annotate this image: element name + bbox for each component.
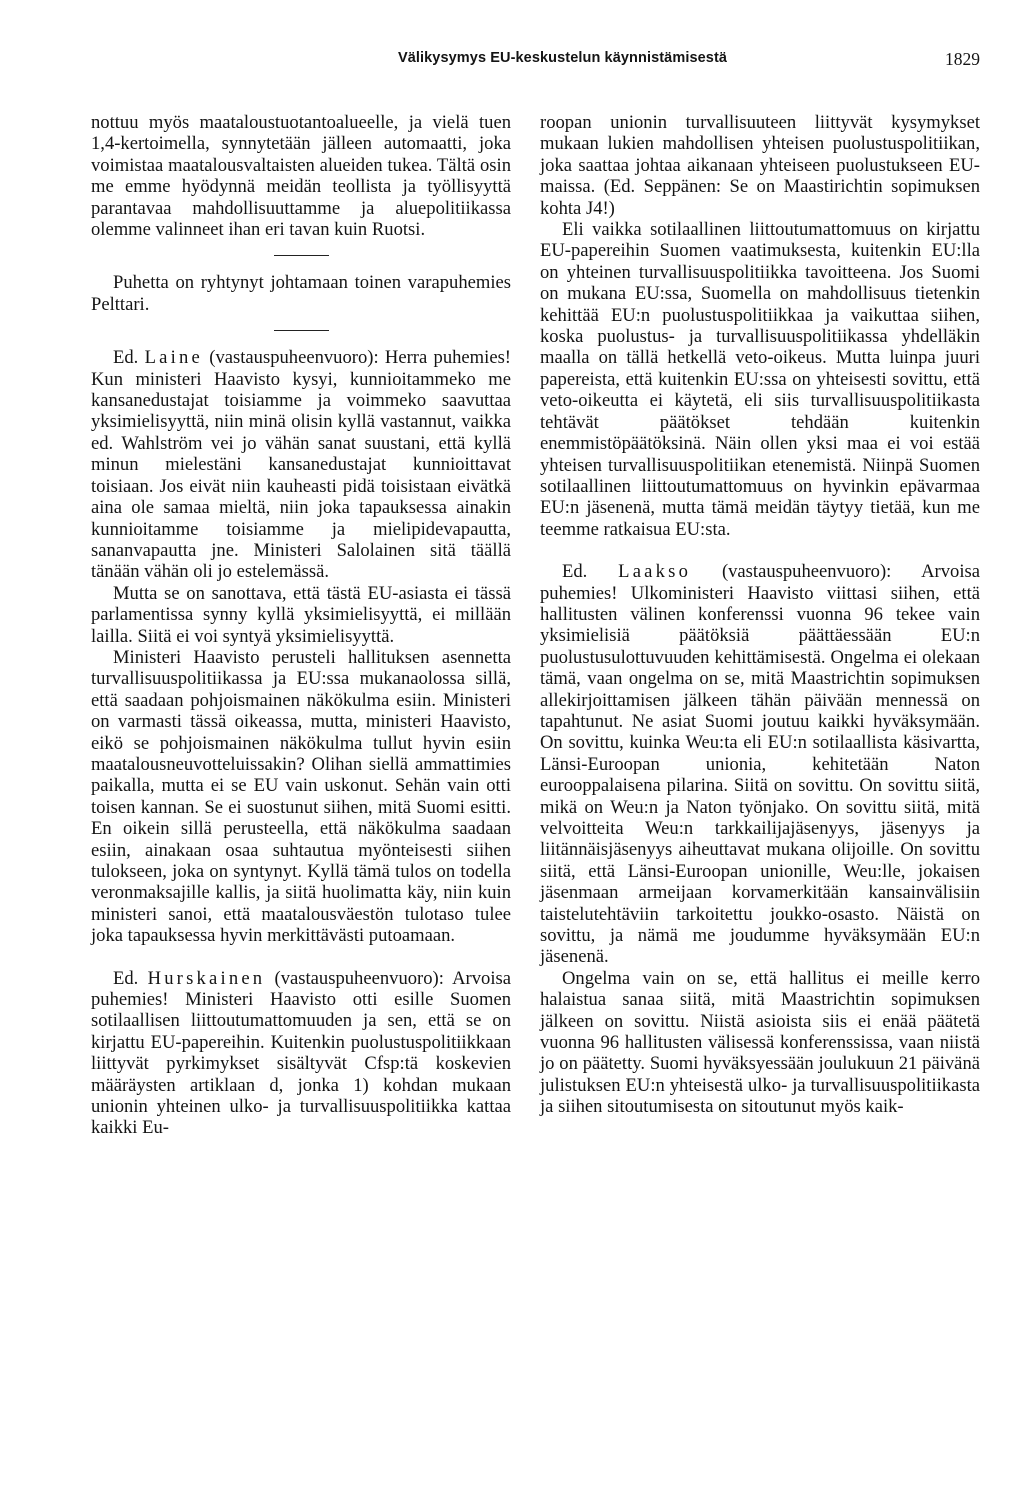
paragraph: Ministeri Haavisto perusteli hallituksen asennetta turvallisuuspolitiikassa ja EU:ssa mukanaolossa sillä, että saadaan pohjoismainen näkökulma esiin. Ministeri on varmasti tässä oikeassa, mutta, ministeri Haavisto, eikö se pohjoismainen näkökulma tullut hyvin esiin maatalousneuvotteluissakin? Olihan siellä ammattimies paikalla, mutta ei se EU vain uskonut. Sehän vain otti toisen kannan. Se ei suostunut siihen, mitä Suomi esitti. En oikein sillä perusteella, että näkökulma saadaan esiin, ainakaan osaa suhtautua myönteisesti siihen tulokseen, joka on syntynyt. Kyllä tämä tulos on todella veronmaksajille kallis, ja siitä huolimatta käy, niin kuin ministeri sanoi, että maatalousväestön tulotaso tulee joka tapauksessa hyvin merkittävästi putoamaan. <box>91 646 511 947</box>
paragraph: Eli vaikka sotilaallinen liittoutumattomuus on kirjattu EU-papereihin Suomen vaatimuksesta, kuitenkin EU:lla on yhteinen turvallisuuspolitiikka tavoitteena. Jos Suomi on mukana EU:ssa, Suomella on mahdollisuus tietenkin kehittää EU:n puolustuspolitiikkaa ja vaikuttaa siihen, koska puolustus- ja turvallisuuspolitiikassa yhdelläkin maalla on tällä hetkellä veto-oikeus. Mutta luinpa juuri papereista, että kuitenkin EU:ssa on yhteisesti sovittu, että veto-oikeutta ei käytetä, eli siis turvallisuuspolitiikasta tehtävät päätökset tehdään kuitenkin enemmistöpäätöksinä. Näin ollen yksi maa ei voi estää yhteisen turvallisuuspolitiikan etenemistä. Niinpä Suomen sotilaallinen liittoutumattomuus on hyvinkin epävarmaa EU:n jäsenenä, mutta tämä meidän täytyy tietää, kun me teemme ratkaisua EU:sta. <box>540 219 980 540</box>
speech-text: (vastauspuheenvuoro): Arvoisa puhemies! Ulkoministeri Haavisto viittasi siihen, että hallitusten välinen konferenssi vuonna 96 tekee vain yksimielisiä päätöksiä päättäessään EU:n puolustusulottuvuuden kehittämisestä. Ongelma ei olekaan tämä, vaan ongelma on se, mitä Maastrichtin sopimuksen allekirjoittamisen jälkeen tähän päivään mennessä on tapahtunut. Ne asiat Suomi joutuu kaikki hyväksymään. On sovittu, kuinka Weu:ta eli EU:n sotilaallista käsivartta, Länsi-Euroopan unionia, kehitetään Naton eurooppalaisena pilarina. Siitä on sovittu. On sovittu siitä, mikä on Weu:n ja Naton työnjako. On sovittu siitä, mitä velvoitteita Weu:n tarkkailijajäsenyys, jäsenyys ja liitännäisjäsenyys aiheuttavat mukana olijoille. On sovittu siitä, että Länsi-Euroopan unionille, Weu:lle, jokaisen jäsenmaan armeijaan korvamerkitään kansainvälisiin taistelutehtäviin tarkoitettu joukko-osasto. Näistä on sovittu, ja nämä me joudumme hyväksymään EU:n jäsenenä. <box>540 561 980 968</box>
speech-laakso <box>540 561 980 968</box>
left-column <box>91 112 511 1139</box>
speaker-name: Laine <box>144 347 203 369</box>
paragraph: nottuu myös maataloustuotantoalueelle, ja vielä tuen 1,4-kertoimella, synnytetään jälleen automaatti, joka voimistaa maatalousvaltaisten alueiden tukea. Tältä osin me emme hyödynnä meidän teollista ja työllisyyttä parantavaa mahdollisuuttamme ja aluepolitiikassa olemme valinneet ihan eri tavan kuin Ruotsi. <box>91 112 511 241</box>
speech-text: (vastauspuheenvuoro): Arvoisa puhemies! Ministeri Haavisto otti esille Suomen sotilaallisen liittoutumattomuuden ja sen, että se on kirjattu EU-papereihin. Kuitenkin puolustuspolitiikkaan liittyvät pyrkimykset sisältyvät Cfsp:tä koskevien määräysten artiklaan d, jonka 1) kohdan mukaan unionin yhteinen ulko- ja turvallisuuspolitiikka kattaa kaikki Eu- <box>91 967 511 1139</box>
running-title: Välikysymys EU-keskustelun käynnistämisestä <box>397 50 728 66</box>
page-header <box>90 50 980 80</box>
speaker-prefix: Ed. <box>113 347 139 369</box>
speaker-prefix: Ed. <box>113 967 139 989</box>
speech-laine <box>91 347 511 582</box>
page-number: 1829 <box>945 49 980 69</box>
speaker-name: Laakso <box>618 561 692 583</box>
paragraph: Ongelma vain on se, että hallitus ei meille kerro halaistua sanaa siitä, mitä Maastrichtin sopimuksen jälkeen on sovittu. Niistä asioista siis ei enää päätetä vuonna 96 hallitusten välisessä konferenssissa, vaan niistä jo on päätetty. Suomi hyväksyessään joulukuun 21 päivänä julistuksen EU:n yhteisestä ulko- ja turvallisuuspolitiikasta ja siihen sitoutumisesta on sitoutunut myös kaik- <box>540 967 980 1118</box>
section-divider <box>274 255 329 256</box>
speaker-prefix: Ed. <box>562 561 588 583</box>
right-column <box>540 112 980 1118</box>
speech-hurskainen <box>91 968 511 1139</box>
speaker-name: Hurskainen <box>147 967 266 989</box>
chair-note: Puhetta on ryhtynyt johtamaan toinen varapuhemies Pelttari. <box>91 272 511 315</box>
speech-text: (vastauspuheenvuoro): Herra puhemies! Kun ministeri Haavisto kysyi, kunnioitammeko me kansanedustajat toisiamme ja voimmeko saavuttaa yksimielisyyttä, niin minä olisin kyllä vastannut, vaikka ed. Wahlström vei jo vähän sanat suustani, että kyllä minun mielestäni kansanedustajat kunnioittavat toisiaan. Jos eivät niin kauheasti pidä toisistaan eivätkä aina ole samaa mieltä, niin joka tapauksessa ainakin kunnioitamme toisiamme ja mielipidevapautta, sananvapautta jne. Ministeri Salolainen sitä täällä tänään vähän oli jo estelemässä. <box>91 347 511 583</box>
paragraph: Mutta se on sanottava, että tästä EU-asiasta ei tässä parlamentissa synny kyllä yksimielisyyttä, ei millään lailla. Siitä ei voi syntyä yksimielisyyttä. <box>91 582 511 647</box>
section-divider <box>274 330 329 331</box>
paragraph: roopan unionin turvallisuuteen liittyvät kysymykset mukaan lukien mahdollisen yhteisen puolustuspolitiikan, joka saattaa johtaa aikanaan yhteiseen puolustukseen EU-maissa. (Ed. Seppänen: Se on Maastirichtin sopimuksen kohta J4!) <box>540 112 980 219</box>
